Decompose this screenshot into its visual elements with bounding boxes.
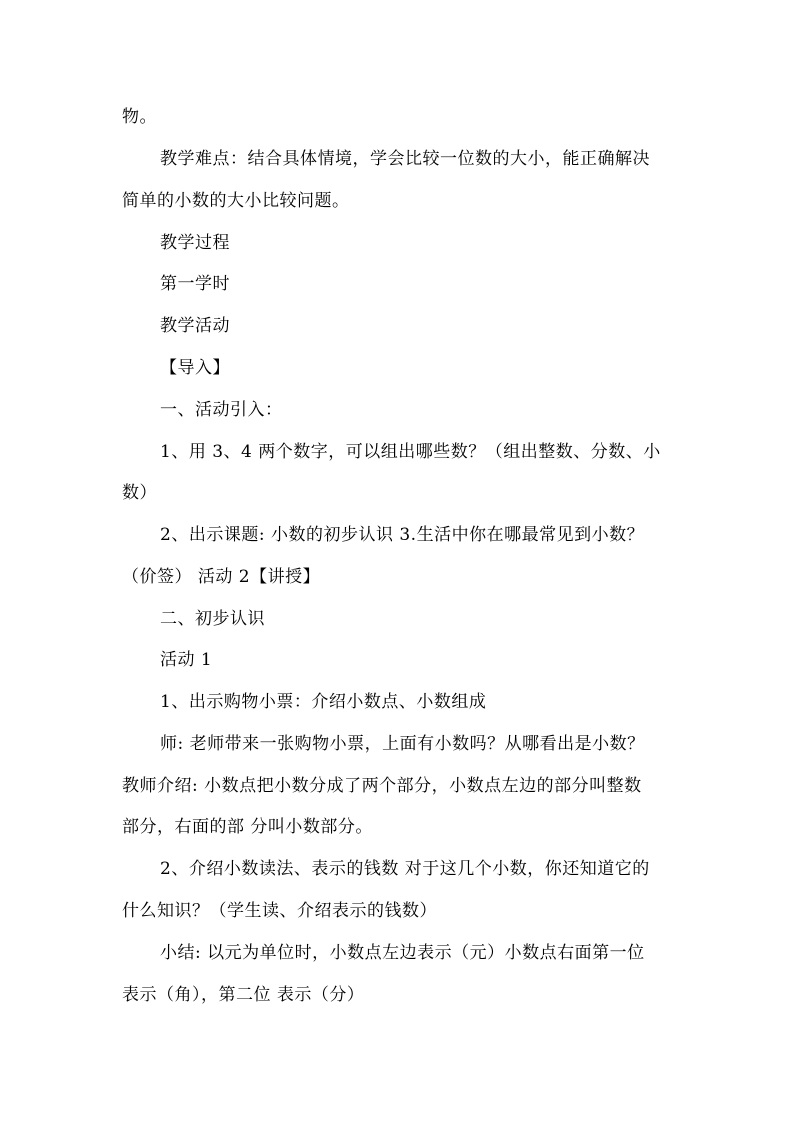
text-line-19: 2、介绍小数读法、表示的钱数 对于这几个小数，你还知道它的 — [160, 859, 650, 879]
text-line-14: 活动 1 — [160, 650, 213, 670]
text-line-2: 教学难点：结合具体情境，学会比较一位数的大小，能正确解决 — [160, 149, 650, 169]
text-line-11: 2、出示课题: 小数的初步认识 3.生活中你在哪最常见到小数？ — [160, 525, 645, 545]
text-line-3: 简单的小数的大小比较问题。 — [122, 191, 350, 211]
section-heading-intro: 【导入】 — [160, 358, 230, 378]
text-line-16: 师: 老师带来一张购物小票，上面有小数吗？从哪看出是小数？ — [160, 734, 645, 754]
text-line-17: 教师介绍: 小数点把小数分成了两个部分，小数点左边的部分叫整数 — [122, 776, 642, 796]
text-line-6: 教学活动 — [160, 316, 230, 336]
text-line-1: 物。 — [122, 107, 157, 127]
text-line-9: 1、用 3、4 两个数字，可以组出哪些数？（组出整数、分数、小 — [160, 442, 661, 462]
text-line-12: （价签） 活动 2【讲授】 — [122, 567, 321, 587]
text-line-22: 表示（角），第二位 表示（分） — [122, 985, 365, 1005]
text-line-10: 数） — [122, 483, 157, 503]
text-line-4: 教学过程 — [160, 233, 230, 253]
text-line-18: 部分，右面的部 分叫小数部分。 — [122, 817, 373, 837]
text-line-20: 什么知识？（学生读、介绍表示的钱数） — [122, 901, 437, 921]
text-line-5: 第一学时 — [160, 274, 230, 294]
text-line-15: 1、出示购物小票：介绍小数点、小数组成 — [160, 692, 487, 712]
text-line-13: 二、初步认识 — [160, 609, 265, 629]
text-line-21: 小结: 以元为单位时，小数点左边表示（元）小数点右面第一位 — [160, 943, 645, 963]
text-line-8: 一、活动引入： — [160, 400, 283, 420]
